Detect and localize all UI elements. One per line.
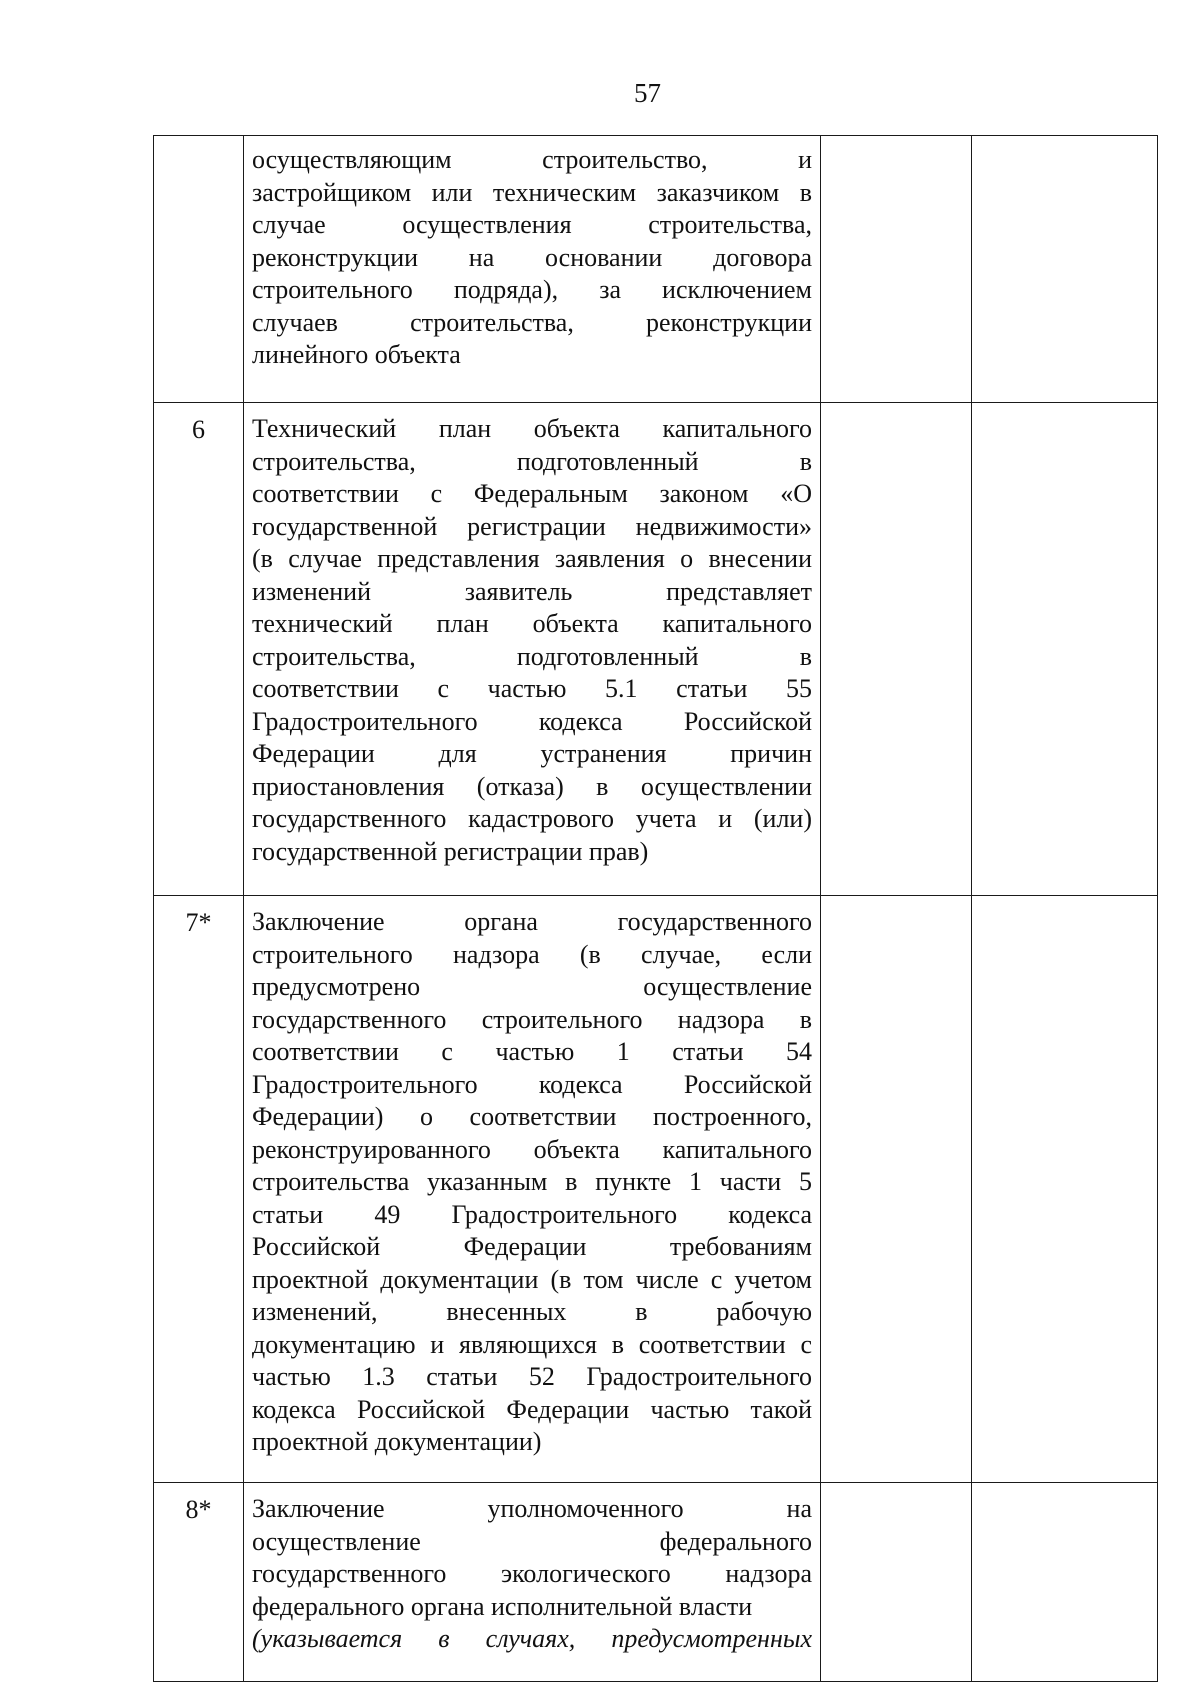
text-line: застройщиком или техническим заказчиком в [252, 177, 812, 207]
text-line: проектной документации (в том числе с учетом [252, 1264, 812, 1294]
text-line: проектной документации) [252, 1427, 542, 1456]
text-line: соответствии с частью 1 статьи 54 [252, 1037, 812, 1066]
text-line: реконструкции на основании договора [252, 242, 812, 272]
empty-cell [972, 896, 1158, 1483]
text-line: случае осуществления строительства, [252, 210, 812, 239]
empty-cell [821, 136, 972, 403]
documents-table [153, 135, 1158, 1682]
text-line: Градостроительного кодекса Российской [252, 1069, 812, 1099]
empty-cell [821, 896, 972, 1483]
row-number: 6 [154, 403, 244, 896]
document-description [244, 403, 821, 896]
text-line: Технический план объекта капитального [252, 414, 812, 443]
text-line: Федерации для устранения причин [252, 739, 812, 768]
text-line: реконструированного объекта капитального [252, 1134, 812, 1164]
text-line: осуществление федерального [252, 1526, 812, 1556]
row-number: 7* [154, 896, 244, 1483]
text-line: соответствии с частью 5.1 статьи 55 [252, 674, 812, 703]
text-line: Федерации) о соответствии построенного, [252, 1102, 812, 1131]
text-line: Заключение уполномоченного на [252, 1494, 812, 1523]
row-number: 8* [154, 1483, 244, 1682]
text-line: государственной регистрации прав) [252, 836, 649, 866]
text-line: строительства указанным в пункте 1 части 5 [252, 1167, 812, 1196]
text-line: предусмотрено осуществление [252, 972, 812, 1001]
text-line: государственного экологического надзора [252, 1559, 812, 1588]
row-number [154, 136, 244, 403]
text-line: (в случае представления заявления о внесении [252, 544, 812, 573]
table-row [154, 896, 1158, 1483]
text-line: федерального органа исполнительной власти [252, 1591, 753, 1621]
text-line: технический план объекта капитального [252, 609, 812, 638]
empty-cell [821, 403, 972, 896]
text-line: Заключение органа государственного [252, 907, 812, 936]
text-line: соответствии с Федеральным законом «О [252, 479, 812, 508]
italic-text-line: (указывается в случаях, предусмотренных [252, 1624, 812, 1653]
text-line: изменений заявитель представляет [252, 576, 812, 606]
text-line: кодекса Российской Федерации частью такой [252, 1394, 812, 1424]
text-line: приостановления (отказа) в осуществлении [252, 771, 812, 801]
empty-cell [972, 136, 1158, 403]
empty-cell [821, 1483, 972, 1682]
text-line: осуществляющим строительство, и [252, 145, 812, 174]
text-line: строительного подряда), за исключением [252, 275, 812, 304]
text-line: строительства, подготовленный в [252, 446, 812, 476]
text-line: государственного строительного надзора в [252, 1004, 812, 1034]
text-line: изменений, внесенных в рабочую [252, 1297, 812, 1326]
text-line: частью 1.3 статьи 52 Градостроительного [252, 1362, 812, 1391]
text-line: линейного объекта [252, 340, 461, 369]
text-line: строительного надзора (в случае, если [252, 939, 812, 969]
text-line: статьи 49 Градостроительного кодекса [252, 1199, 812, 1229]
empty-cell [972, 1483, 1158, 1682]
empty-cell [972, 403, 1158, 896]
document-description [244, 136, 821, 403]
document-description [244, 896, 821, 1483]
text-line: Российской Федерации требованиям [252, 1232, 812, 1261]
text-line: строительства, подготовленный в [252, 641, 812, 671]
text-line: государственного кадастрового учета и (или) [252, 804, 812, 833]
page-number: 57 [634, 78, 661, 108]
text-line: случаев строительства, реконструкции [252, 307, 812, 337]
table-row [154, 1483, 1158, 1682]
document-description [244, 1483, 821, 1682]
text-line: документацию и являющихся в соответствии с [252, 1329, 812, 1359]
table-row [154, 136, 1158, 403]
table-row [154, 403, 1158, 896]
text-line: государственной регистрации недвижимости» [252, 511, 812, 541]
text-line: Градостроительного кодекса Российской [252, 706, 812, 736]
